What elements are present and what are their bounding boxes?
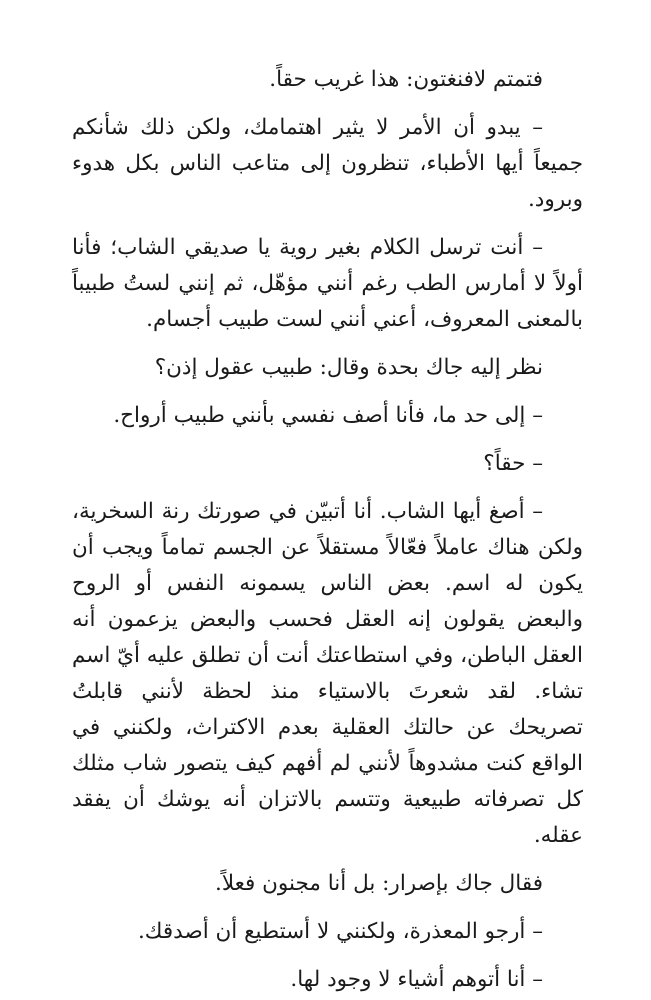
paragraph-2: – يبدو أن الأمر لا يثير اهتمامك، ولكن ذلك شأنكم جميعاً أيها الأطباء، تنظرون إلى متاعب الناس بكل هدوء وبرود. xyxy=(72,115,583,212)
paragraph-1: فتمتم لافنغتون: هذا غريب حقاً. xyxy=(269,67,543,92)
paragraph-3: – أنت ترسل الكلام بغير روية يا صديقي الشاب؛ فأنا أولاً لا أمارس الطب رغم أنني مؤهّل، ثم إنني لستُ طبيباً بالمعنى المعروف، أعني أنني لست طبيب أجسام. xyxy=(72,235,583,332)
paragraph-4: نظر إليه جاك بحدة وقال: طبيب عقول إذن؟ xyxy=(154,355,543,380)
paragraph-9: – أرجو المعذرة، ولكنني لا أستطيع أن أصدقك. xyxy=(137,919,543,944)
paragraph-5: – إلى حد ما، فأنا أصف نفسي بأنني طبيب أرواح. xyxy=(113,403,543,428)
paragraph-8: فقال جاك بإصرار: بل أنا مجنون فعلاً. xyxy=(214,871,543,896)
paragraph-6: – حقاً؟ xyxy=(483,451,543,476)
paragraph-10: – أنا أتوهم أشياء لا وجود لها. xyxy=(290,967,543,992)
paragraph-7: – أصغ أيها الشاب. أنا أتبيّن في صورتك رنة السخرية، ولكن هناك عاملاً فعّالاً مستقلاً عن الجسم تماماً ويجب أن يكون له اسم. بعض الناس يسمونه النفس أو الروح والبعض يقولون إنه العقل فحسب والبعض يزعمون أنه العقل الباطن، وفي استطاعتك أنت أن تطلق عليه أيّ اسم تشاء. لقد شعرتَ بالاستياء منذ لحظة لأنني قابلتُ تصريحك عن حالتك العقلية بعدم الاكتراث، ولكنني في الواقع كنت مشدوهاً لأنني لم أفهم كيف يتصور شاب مثلك كل تصرفاته طبيعية وتتسم بالاتزان أنه يوشك أن يفقد عقله. xyxy=(72,499,583,848)
